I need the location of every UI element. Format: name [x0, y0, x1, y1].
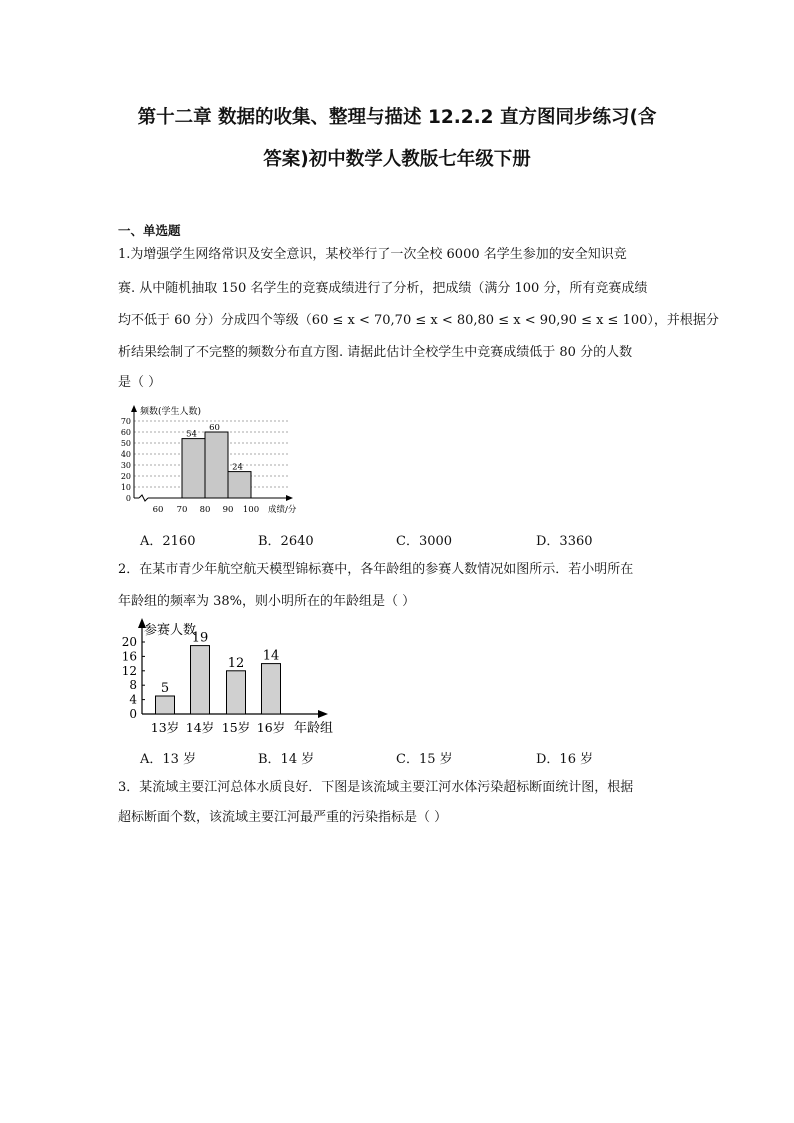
q1-option-a[interactable]: A．2160	[140, 534, 196, 549]
document-title-line-2: 答案)初中数学人教版七年级下册	[263, 149, 531, 170]
q2-option-a[interactable]: A．13 岁	[140, 752, 197, 767]
q2-option-b[interactable]: B．14 岁	[258, 752, 315, 767]
q1-option-b[interactable]: B．2640	[258, 534, 314, 549]
q1-option-d[interactable]: D．3360	[536, 534, 593, 549]
y-tick-label: 50	[120, 439, 131, 448]
x-tick-label: 100	[242, 505, 260, 515]
y-tick-label: 40	[120, 450, 131, 459]
y-tick-label: 20	[120, 472, 131, 481]
histogram-bar	[182, 439, 205, 498]
x-category-label: 16岁	[256, 720, 286, 735]
q1-option-c[interactable]: C．3000	[396, 534, 453, 549]
y-tick-label: 20	[121, 635, 137, 649]
y-tick-label: 0	[129, 707, 137, 721]
q1-line-1: 1.为增强学生网络常识及安全意识，某校举行了一次全校 6000 名学生参加的安全知识竞	[118, 247, 627, 262]
y-axis-label: 参赛人数	[144, 623, 197, 638]
age-bar	[191, 646, 210, 714]
x-axis-label: 年龄组	[294, 721, 334, 736]
x-axis-arrow	[318, 710, 328, 718]
x-axis-arrow	[286, 495, 293, 501]
x-category-label: 13岁	[150, 720, 180, 735]
bar-data-label: 12	[227, 655, 245, 671]
x-tick-label: 70	[176, 505, 188, 515]
bar-data-label: 19	[191, 630, 209, 646]
q3-line-1: 3．某流域主要江河总体水质良好．下图是该流域主要江河水体污染超标断面统计图，根据	[118, 780, 634, 795]
histogram-bar	[228, 472, 251, 498]
histogram-bar	[205, 432, 228, 498]
document-title-line-1: 第十二章 数据的收集、整理与描述 12.2.2 直方图同步练习(含	[137, 107, 657, 128]
bar-data-label: 54	[186, 429, 197, 440]
y-tick-label: 70	[120, 417, 131, 426]
q2-option-d[interactable]: D．16 岁	[536, 752, 594, 767]
x-category-label: 15岁	[221, 720, 251, 735]
q1-line-2: 赛. 从中随机抽取 150 名学生的竞赛成绩进行了分析，把成绩（满分 100 分，所有竞赛成绩	[118, 281, 648, 296]
x-tick-label: 60	[152, 505, 164, 515]
x-axis-break	[139, 495, 148, 501]
y-tick-label: 12	[121, 663, 137, 678]
age-bar	[262, 664, 281, 714]
age-bar	[156, 696, 175, 714]
y-tick-label: 4	[129, 692, 137, 707]
y-tick-label: 8	[129, 678, 137, 693]
age-bar	[227, 671, 246, 714]
q1-line-3: 均不低于 60 分）分成四个等级（60 ≤ x < 70,70 ≤ x < 80,80 ≤ x < 90,90 ≤ x ≤ 100），并根据分	[118, 313, 719, 328]
y-tick-label: 10	[120, 483, 131, 492]
bar-data-label: 14	[262, 648, 280, 664]
histogram-chart	[112, 402, 322, 520]
x-category-label: 14岁	[185, 720, 215, 735]
q3-line-2: 超标断面个数，该流域主要江河最严重的污染指标是（ ）	[118, 810, 448, 825]
x-tick-label: 90	[222, 505, 234, 515]
bar-data-label: 60	[209, 423, 220, 433]
y-tick-label: 60	[120, 428, 131, 437]
q2-option-c[interactable]: C．15 岁	[396, 752, 453, 767]
q1-line-5: 是（ ）	[118, 375, 162, 390]
y-axis-arrow	[131, 405, 137, 412]
q2-line-1: 2．在某市青少年航空航天模型锦标赛中，各年龄组的参赛人数情况如图所示．若小明所在	[118, 562, 634, 577]
bar-data-label: 5	[160, 681, 170, 696]
y-tick-label: 30	[120, 461, 131, 470]
bar-data-label: 24	[232, 462, 243, 473]
q2-line-2: 年龄组的频率为 38%，则小明所在的年龄组是（ ）	[118, 594, 416, 609]
age-group-bar-chart	[112, 616, 352, 740]
y-axis-label: 频数(学生人数)	[140, 407, 202, 417]
q1-line-4: 析结果绘制了不完整的频数分布直方图. 请据此估计全校学生中竞赛成绩低于 80 分的人数	[118, 345, 633, 360]
y-tick-label: 0	[125, 494, 131, 503]
x-axis-label: 成绩/分	[268, 505, 297, 515]
y-tick-label: 16	[121, 649, 137, 664]
section-heading: 一、单选题	[118, 223, 181, 238]
x-tick-label: 80	[199, 505, 211, 515]
